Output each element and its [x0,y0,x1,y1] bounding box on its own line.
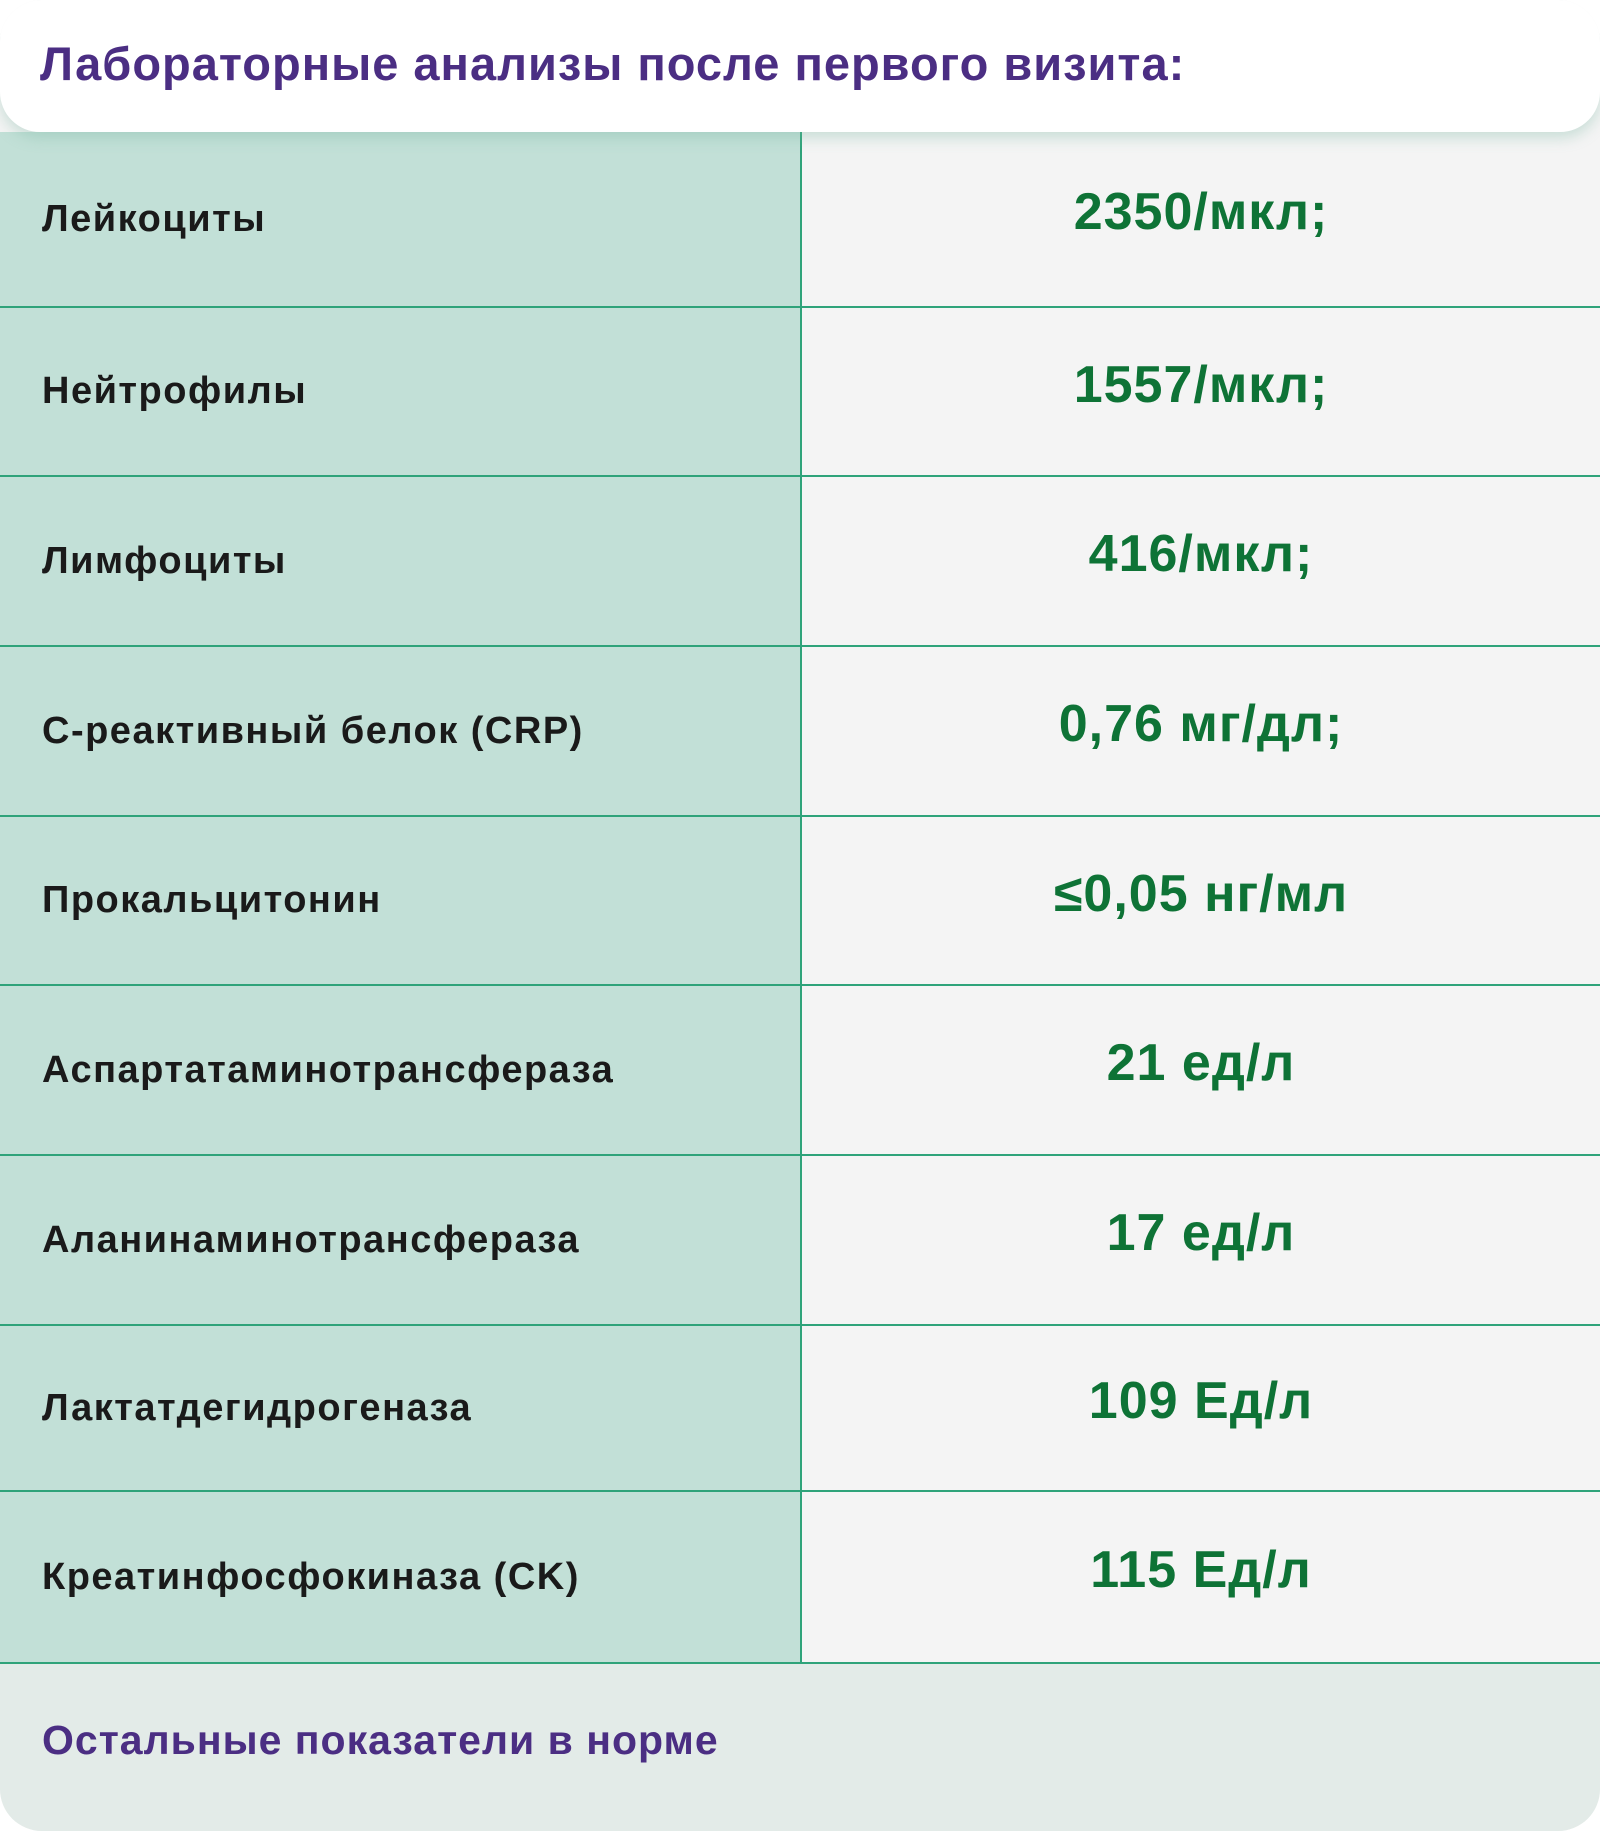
parameter-value: 115 Ед/л [1090,1541,1312,1599]
table-row [0,477,1600,647]
table-row [0,1156,1600,1326]
parameter-cell [0,1326,802,1490]
parameter-name: Лейкоциты [42,197,267,240]
parameter-cell [0,1156,802,1324]
parameter-cell [0,817,802,984]
parameter-cell [0,647,802,815]
value-cell [802,132,1600,306]
parameter-cell [0,1492,802,1662]
parameter-name: Аспартатаминотрансфераза [42,1048,615,1091]
table-row [0,308,1600,477]
parameter-name: Нейтрофилы [42,370,308,412]
table-row [0,986,1600,1156]
parameter-name: Креатинфосфокиназа (CK) [42,1555,580,1598]
table-row [0,817,1600,986]
table-row [0,1492,1600,1664]
card-footer [0,1664,1600,1831]
value-cell [802,477,1600,645]
parameter-name: Аланинаминотрансфераза [42,1218,581,1261]
value-cell [802,1156,1600,1324]
parameter-value: ≤0,05 нг/мл [1053,864,1349,923]
card-title: Лабораторные анализы после первого визита: [40,36,1186,90]
parameter-cell [0,477,802,645]
parameter-value: 109 Ед/л [1088,1372,1314,1430]
parameter-name: Прокальцитонин [42,879,382,921]
parameter-value: 21 ед/л [1106,1034,1296,1092]
footer-note: Остальные показатели в норме [42,1717,719,1763]
card-header [0,0,1600,132]
parameter-name: Лактатдегидрогеназа [42,1386,473,1429]
parameter-value: 416/мкл; [1088,525,1314,583]
value-cell [802,308,1600,475]
table-row [0,132,1600,308]
value-cell [802,817,1600,984]
value-cell [802,986,1600,1154]
parameter-cell [0,986,802,1154]
parameter-name: Лимфоциты [42,539,287,582]
lab-results-table [0,132,1600,1664]
parameter-value: 0,76 мг/дл; [1058,695,1344,753]
parameter-value: 17 ед/л [1106,1204,1296,1262]
parameter-name: С-реактивный белок (CRP) [42,709,584,752]
table-row [0,647,1600,817]
value-cell [802,1326,1600,1490]
parameter-cell [0,132,802,306]
value-cell [802,647,1600,815]
table-row [0,1326,1600,1492]
parameter-cell [0,308,802,475]
parameter-value: 1557/мкл; [1073,355,1329,414]
parameter-value: 2350/мкл; [1073,183,1329,241]
value-cell [802,1492,1600,1662]
